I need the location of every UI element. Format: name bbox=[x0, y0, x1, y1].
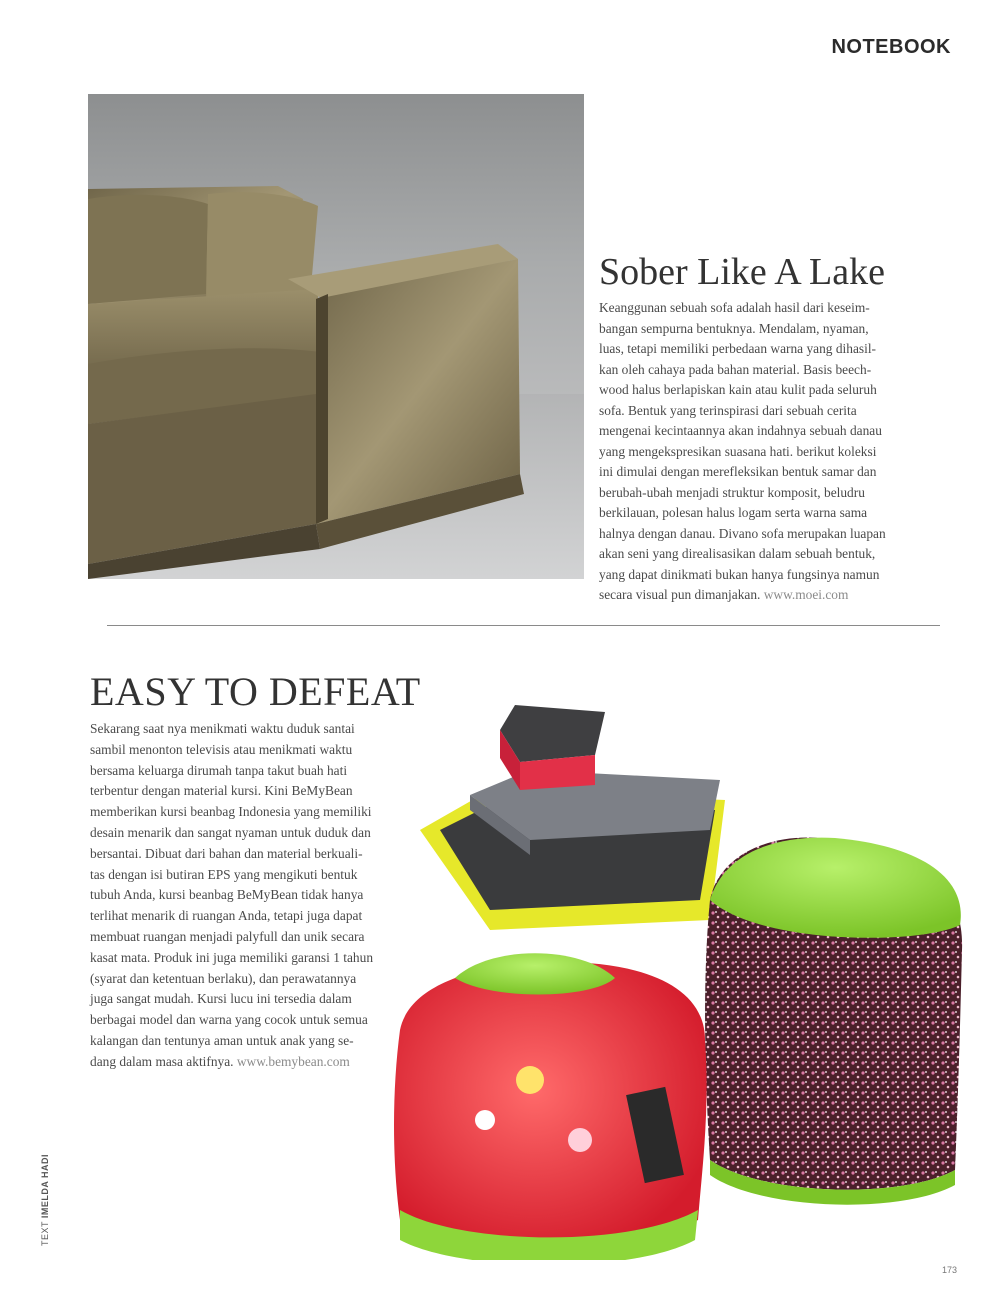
credit-name: IMELDA HADI bbox=[40, 1153, 50, 1219]
article1-link[interactable]: www.moei.com bbox=[763, 587, 849, 602]
article2-line: Sekarang saat nya menikmati waktu duduk santai bbox=[90, 721, 355, 736]
article2-line: bersama keluarga dirumah tanpa takut buah hati bbox=[90, 762, 348, 778]
sofa-illustration bbox=[88, 94, 584, 579]
article1-line: ini dimulai dengan merefleksikan bentuk samar dan bbox=[599, 464, 877, 479]
article2-line: terbentur dengan material kursi. Kini BeMyBean bbox=[90, 783, 353, 799]
article2-title: EASY TO DEFEAT bbox=[90, 669, 421, 714]
article2-line: berbagai model dan warna yang cocok untuk semua bbox=[90, 1012, 368, 1028]
article1-line: yang dapat dinikmati bukan hanya fungsinya namun bbox=[599, 566, 880, 582]
article2-line: (syarat dan ketentuan berlaku), dan perawatannya bbox=[90, 970, 357, 986]
article2-line: dang dalam masa aktifnya. bbox=[90, 1053, 234, 1069]
article1-line: halnya dengan danau. Divano sofa merupakan luapan bbox=[599, 525, 886, 541]
article2-line: desain menarik dan sangat nyaman untuk duduk dan bbox=[90, 824, 371, 840]
section-label: NOTEBOOK bbox=[831, 36, 951, 58]
sofa-photo bbox=[88, 94, 584, 579]
article1-body bbox=[599, 298, 919, 606]
beanbags-photo bbox=[380, 700, 980, 1260]
text-credit bbox=[40, 1154, 50, 1246]
article2-line: membuat ruangan menjadi palyfull dan unik secara bbox=[90, 928, 365, 944]
article1-line: secara visual pun dimanjakan. bbox=[599, 587, 761, 602]
article2-line: kasat mata. Produk ini juga memiliki garansi 1 tahun bbox=[90, 949, 374, 965]
beanbags-illustration bbox=[380, 700, 980, 1260]
section-divider bbox=[107, 625, 940, 626]
article2-line: juga sangat mudah. Kursi lucu ini tersedia dalam bbox=[90, 991, 352, 1007]
article2-line: bersantai. Dibuat dari bahan dan material berkuali- bbox=[90, 845, 363, 861]
article1-line: akan seni yang direalisasikan dalam sebuah bentuk, bbox=[599, 546, 876, 561]
article1-line: berkilauan, polesan halus logam serta warna sama bbox=[599, 505, 868, 520]
article2-line: terlihat menarik di ruangan Anda, tetapi juga dapat bbox=[90, 908, 363, 924]
article2-line: kalangan dan tentunya aman untuk anak yang se- bbox=[90, 1032, 354, 1048]
article2-line: memberikan kursi beanbag Indonesia yang memiliki bbox=[90, 804, 372, 820]
article1-line: yang mengekspresikan suasana hati. berikut koleksi bbox=[599, 443, 877, 459]
article2-line: tas dengan isi butiran EPS yang mengikuti bentuk bbox=[90, 866, 358, 882]
article2-link[interactable]: www.bemybean.com bbox=[236, 1053, 350, 1069]
article1-line: bangan sempurna bentuknya. Mendalam, nyaman, bbox=[599, 320, 869, 336]
credit-label: TEXT bbox=[40, 1221, 50, 1246]
page-number: 173 bbox=[941, 1265, 957, 1275]
article1-line: Keanggunan sebuah sofa adalah hasil dari keseim- bbox=[599, 300, 870, 315]
article1-title: Sober Like A Lake bbox=[599, 251, 885, 293]
article1-line: luas, tetapi memiliki perbedaan warna yang dihasil- bbox=[599, 341, 877, 356]
article1-line: mengenai kecintaannya akan indahnya sebuah danau bbox=[599, 423, 882, 438]
article2-line: sambil menonton televisis atau menikmati waktu bbox=[90, 741, 353, 757]
article2-body bbox=[90, 719, 390, 1073]
article1-line: berubah-ubah menjadi struktur komposit, beludru bbox=[599, 484, 865, 500]
article2-line: tubuh Anda, kursi beanbag BeMyBean tidak hanya bbox=[90, 887, 364, 903]
article1-line: wood halus berlapiskan kain atau kulit pada seluruh bbox=[599, 382, 877, 397]
article1-line: sofa. Bentuk yang terinspirasi dari sebuah cerita bbox=[599, 402, 857, 418]
article1-line: kan oleh cahaya pada bahan material. Basis beech- bbox=[599, 361, 872, 377]
